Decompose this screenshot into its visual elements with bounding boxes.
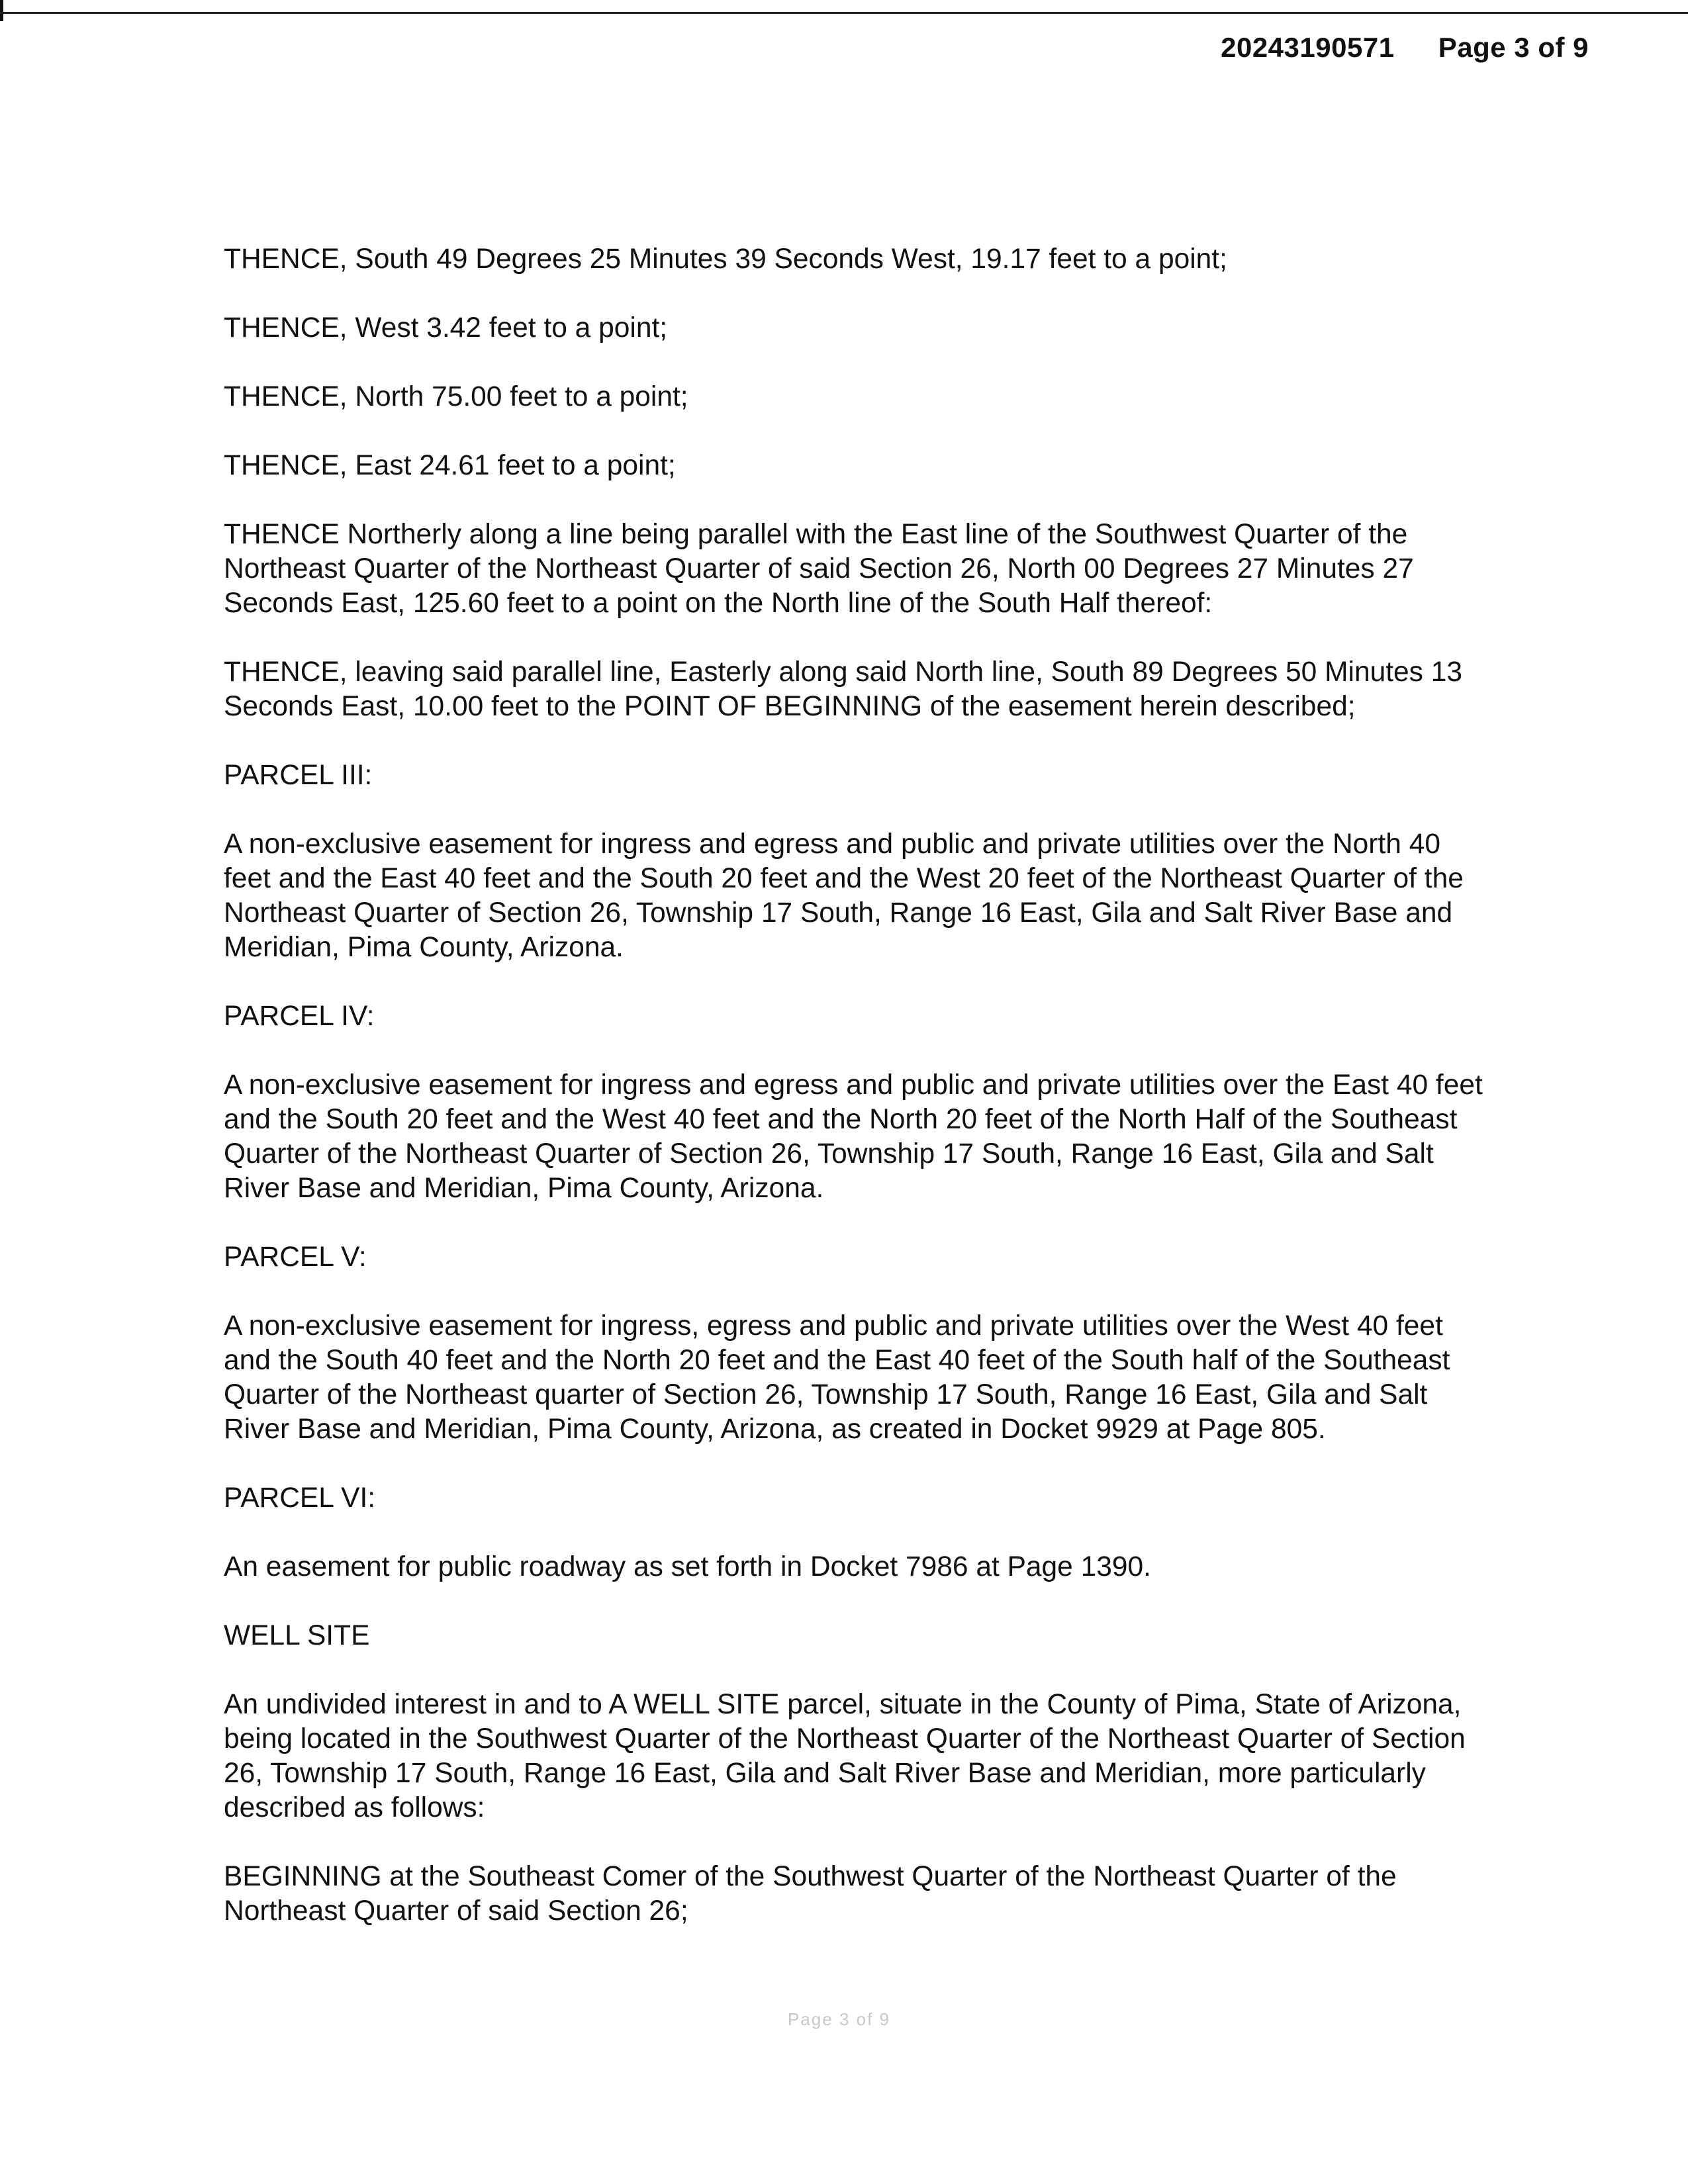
scan-edge-mark — [0, 0, 3, 21]
heading-parcel-vi: PARCEL VI: — [224, 1482, 376, 1514]
paragraph-thence-northerly: THENCE Northerly along a line being parallel with the East line of the Southwest Quarter of the Northeast Quarter of the Northeast Quarter of said Section 26, North 00 Degrees 27 Minutes 27 Seconds East, 125.60 feet to a point on the North line of the South Half thereof: — [224, 519, 1414, 619]
paragraph-well-site: An undivided interest in and to A WELL SITE parcel, situate in the County of Pima, State of Arizona, being located in the Southwest Quarter of the Northeast Quarter of the Northeast Quarter of Section 26, Township 17 South, Range 16 East, Gila and Salt River Base and Meridian, more particularly described as follows: — [224, 1689, 1466, 1823]
document-number: 20243190571 — [1221, 32, 1395, 63]
paragraph-parcel-v: A non-exclusive easement for ingress, egress and public and private utilities over the West 40 feet and the South 40 feet and the North 20 feet and the East 40 feet of the South half of the Southeast Quarter of the Northeast quarter of Section 26, Township 17 South, Range 16 East, Gila and Salt River Base and Meridian, Pima County, Arizona, as created in Docket 9929 at Page 805. — [224, 1310, 1450, 1445]
paragraph-parcel-iv: A non-exclusive easement for ingress and egress and public and private utilities over the East 40 feet and the South 20 feet and the West 40 feet and the North 20 feet of the North Half of the Southeast Quarter of the Northeast Quarter of Section 26, Township 17 South, Range 16 East, Gila and Salt River Base and Meridian, Pima County, Arizona. — [224, 1069, 1483, 1204]
page-indicator: Page 3 of 9 — [1438, 32, 1589, 63]
paragraph-parcel-iii: A non-exclusive easement for ingress and egress and public and private utilities over the North 40 feet and the East 40 feet and the South 20 feet and the West 20 feet of the Northeast Quarter of the Northeast Quarter of Section 26, Township 17 South, Range 16 East, Gila and Salt River Base and Meridian, Pima County, Arizona. — [224, 829, 1464, 963]
heading-well-site: WELL SITE — [224, 1620, 370, 1651]
paragraph-point-of-beginning: THENCE, leaving said parallel line, Easterly along said North line, South 89 Degrees 50 Minutes 13 Seconds East, 10.00 feet to the POINT OF BEGINNING of the easement herein described; — [224, 657, 1462, 722]
paragraph-thence-south-49: THENCE, South 49 Degrees 25 Minutes 39 Seconds West, 19.17 feet to a point; — [224, 244, 1227, 275]
paragraph-thence-east: THENCE, East 24.61 feet to a point; — [224, 450, 676, 481]
faint-page-mark: Page 3 of 9 — [788, 2009, 890, 2029]
paragraph-thence-west: THENCE, West 3.42 feet to a point; — [224, 312, 668, 343]
paragraph-thence-north: THENCE, North 75.00 feet to a point; — [224, 381, 688, 412]
heading-parcel-iii: PARCEL III: — [224, 760, 373, 791]
scan-top-rule — [0, 12, 1688, 14]
heading-parcel-iv: PARCEL IV: — [224, 1001, 375, 1032]
paragraph-parcel-vi: An easement for public roadway as set forth in Docket 7986 at Page 1390. — [224, 1551, 1151, 1582]
legal-description-body — [224, 242, 1488, 1963]
page-header — [1221, 32, 1589, 64]
paragraph-beginning-southeast-corner: BEGINNING at the Southeast Comer of the Southwest Quarter of the Northeast Quarter of the Northeast Quarter of said Section 26; — [224, 1861, 1397, 1927]
heading-parcel-v: PARCEL V: — [224, 1242, 367, 1273]
